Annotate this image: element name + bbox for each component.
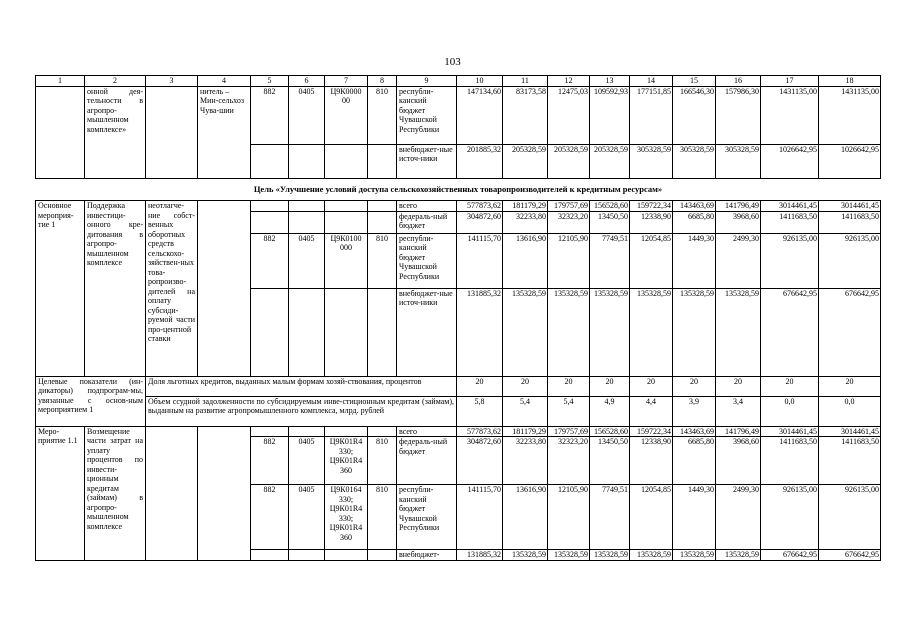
empty-code-cell: [289, 201, 325, 212]
value-cell: 156528,60: [590, 201, 630, 212]
column-header: 10: [457, 76, 503, 87]
value-cell: 926135,00: [761, 233, 819, 288]
goal-row: [36, 178, 881, 201]
funding-source: республи-канский бюджет Чувашской Республики: [397, 485, 457, 550]
column-header: 5: [251, 76, 289, 87]
value-cell: 13616,90: [503, 233, 548, 288]
value-cell: 6685,80: [673, 437, 716, 485]
indicator-value: 20: [761, 376, 819, 396]
funding-source: республи-канский бюджет Чувашской Республики: [397, 86, 457, 144]
indicator-value: 4,4: [630, 396, 673, 426]
section-code: 0405: [289, 233, 325, 288]
empty-code-cell: [368, 201, 397, 212]
empty-code-cell: [368, 288, 397, 376]
value-cell: 12105,90: [548, 485, 590, 550]
value-cell: 7749,51: [590, 485, 630, 550]
value-cell: 13450,50: [590, 437, 630, 485]
column-header: 18: [819, 76, 881, 87]
value-cell: 181179,29: [503, 201, 548, 212]
value-cell: 179757,69: [548, 201, 590, 212]
page-number: 103: [444, 56, 461, 68]
value-cell: 305328,59: [673, 144, 716, 178]
column-header: 9: [397, 76, 457, 87]
indicator-value: 20: [630, 376, 673, 396]
value-cell: 143463,69: [673, 201, 716, 212]
indicator-value: 5,4: [548, 396, 590, 426]
executor: [198, 426, 251, 560]
indicator-value: 20: [457, 376, 503, 396]
value-cell: 304872,60: [457, 211, 503, 233]
value-cell: 926135,00: [761, 485, 819, 550]
empty-code-cell: [251, 144, 289, 178]
column-header: 3: [146, 76, 198, 87]
value-cell: 159722,34: [630, 426, 673, 437]
column-header: 1: [36, 76, 85, 87]
value-cell: 131885,32: [457, 550, 503, 561]
value-cell: 135328,59: [548, 550, 590, 561]
value-cell: 305328,59: [716, 144, 761, 178]
empty-code-cell: [251, 550, 289, 561]
column-header: 14: [630, 76, 673, 87]
value-cell: 177151,85: [630, 86, 673, 144]
expense-type-code: 810: [368, 485, 397, 550]
column-header: 8: [368, 76, 397, 87]
value-cell: 131885,32: [457, 288, 503, 376]
goal-title: Цель «Улучшение условий доступа сельскохозяйственных товаропроизводителей к кредитным ресурсам»: [36, 178, 881, 201]
value-cell: 135328,59: [590, 288, 630, 376]
measure-status: Меро-приятие 1.1: [36, 426, 85, 560]
value-cell: 676642,95: [819, 288, 881, 376]
indicator-value: 0,0: [819, 396, 881, 426]
value-cell: 1026642,95: [819, 144, 881, 178]
value-cell: 135328,59: [630, 288, 673, 376]
value-cell: 3014461,45: [819, 426, 881, 437]
value-cell: 179757,69: [548, 426, 590, 437]
measure-task: неотлагче-ние собст-венных оборотных средств сельскохо-зяйствен-ных това-ропроизво-дителей на оплату субсиди-руемой части про-центной ставки: [146, 201, 198, 377]
value-cell: 135328,59: [673, 550, 716, 561]
funding-source: всего: [397, 426, 457, 437]
value-cell: 166546,30: [673, 86, 716, 144]
value-cell: 1449,30: [673, 485, 716, 550]
measure-name: Возмещение части затрат на уплату процентов по инвести-ционным кредитам (займам) в агропро-мышленном комплексе: [85, 426, 146, 560]
section-code: 0405: [289, 437, 325, 485]
value-cell: 32233,80: [503, 437, 548, 485]
value-cell: 1449,30: [673, 233, 716, 288]
funding-source: внебюджет-ные источ-ники: [397, 144, 457, 178]
target-article-code: Ц9К0000 00: [325, 86, 368, 144]
executor: нитель – Мин-сельхоз Чува-шии: [198, 86, 251, 178]
indicator-value: 20: [548, 376, 590, 396]
value-cell: 13616,90: [503, 485, 548, 550]
section-code: 0405: [289, 86, 325, 144]
indicator-value: 5,4: [503, 396, 548, 426]
value-cell: 135328,59: [716, 288, 761, 376]
value-cell: 135328,59: [590, 550, 630, 561]
value-cell: 147134,60: [457, 86, 503, 144]
indicator-value: 20: [590, 376, 630, 396]
empty-code-cell: [325, 550, 368, 561]
target-article-code: Ц9К01R4 330; Ц9К01R4 360: [325, 437, 368, 485]
value-cell: 135328,59: [503, 550, 548, 561]
column-header-row: [36, 76, 881, 87]
executor: [198, 201, 251, 377]
column-header: 4: [198, 76, 251, 87]
empty-code-cell: [368, 426, 397, 437]
value-cell: 135328,59: [503, 288, 548, 376]
budget-row: [36, 426, 881, 437]
value-cell: 201885,32: [457, 144, 503, 178]
indicator-value: 3,9: [673, 396, 716, 426]
funding-source: внебюджет-: [397, 550, 457, 561]
empty-code-cell: [251, 426, 289, 437]
value-cell: 6685,80: [673, 211, 716, 233]
program-table: [35, 75, 881, 561]
funding-source: внебюджет-ные источ-ники: [397, 288, 457, 376]
column-header: 15: [673, 76, 716, 87]
measure-status: Основное мероприя-тие 1: [36, 201, 85, 377]
empty-code-cell: [325, 426, 368, 437]
empty-code-cell: [325, 201, 368, 212]
value-cell: 156528,60: [590, 426, 630, 437]
indicator-value: 0,0: [761, 396, 819, 426]
expense-type-code: 810: [368, 437, 397, 485]
value-cell: 12105,90: [548, 233, 590, 288]
value-cell: 2499,30: [716, 233, 761, 288]
budget-row: [36, 86, 881, 144]
value-cell: 304872,60: [457, 437, 503, 485]
empty-code-cell: [368, 211, 397, 233]
value-cell: 32323,20: [548, 211, 590, 233]
empty-code-cell: [289, 426, 325, 437]
measure-name: Поддержка инвестици-онного кре-дитования в агропро-мышленном комплексе: [85, 201, 146, 377]
empty-code-cell: [251, 211, 289, 233]
indicator-value: 20: [819, 376, 881, 396]
column-header: 7: [325, 76, 368, 87]
value-cell: 205328,59: [503, 144, 548, 178]
value-cell: 926135,00: [819, 485, 881, 550]
indicator-value: 5,8: [457, 396, 503, 426]
empty-code-cell: [251, 288, 289, 376]
column-header: 2: [85, 76, 146, 87]
indicator-text: Объем ссудной задолженности по субсидируемым инве-стиционным кредитам (займам), выданным на развитие агропромышленного комплекса, млрд. рублей: [146, 396, 457, 426]
value-cell: 83173,58: [503, 86, 548, 144]
value-cell: 1431135,00: [819, 86, 881, 144]
value-cell: 1411683,50: [819, 437, 881, 485]
indicator-row: [36, 376, 881, 396]
value-cell: 3014461,45: [761, 426, 819, 437]
value-cell: 577873,62: [457, 426, 503, 437]
grbs-code: 882: [251, 485, 289, 550]
value-cell: 135328,59: [673, 288, 716, 376]
empty-code-cell: [289, 144, 325, 178]
value-cell: 7749,51: [590, 233, 630, 288]
indicator-value: 3,4: [716, 396, 761, 426]
value-cell: 135328,59: [716, 550, 761, 561]
value-cell: 3014461,45: [761, 201, 819, 212]
value-cell: 1026642,95: [761, 144, 819, 178]
value-cell: 305328,59: [630, 144, 673, 178]
indicator-value: 20: [716, 376, 761, 396]
value-cell: 135328,59: [548, 288, 590, 376]
funding-source: федераль-ный бюджет: [397, 211, 457, 233]
funding-source: всего: [397, 201, 457, 212]
empty-code-cell: [325, 144, 368, 178]
value-cell: 181179,29: [503, 426, 548, 437]
expense-type-code: 810: [368, 86, 397, 144]
value-cell: 3968,60: [716, 437, 761, 485]
empty-code-cell: [289, 211, 325, 233]
indicator-value: 4,9: [590, 396, 630, 426]
funding-source: республи-канский бюджет Чувашской Республики: [397, 233, 457, 288]
empty-code-cell: [289, 288, 325, 376]
column-header: 12: [548, 76, 590, 87]
empty-code-cell: [289, 550, 325, 561]
empty-code-cell: [251, 201, 289, 212]
value-cell: 159722,34: [630, 201, 673, 212]
budget-row: [36, 201, 881, 212]
value-cell: 12338,90: [630, 211, 673, 233]
task-cell: [146, 86, 198, 178]
value-cell: 1411683,50: [761, 211, 819, 233]
empty-code-cell: [368, 550, 397, 561]
value-cell: 12338,90: [630, 437, 673, 485]
indicator-value: 20: [673, 376, 716, 396]
value-cell: 143463,69: [673, 426, 716, 437]
value-cell: 3968,60: [716, 211, 761, 233]
value-cell: 12054,85: [630, 485, 673, 550]
column-header: 17: [761, 76, 819, 87]
value-cell: 205328,59: [548, 144, 590, 178]
section-code: 0405: [289, 485, 325, 550]
value-cell: 1431135,00: [761, 86, 819, 144]
value-cell: 157986,30: [716, 86, 761, 144]
indicator-text: Доля льготных кредитов, выданных малым формам хозяй-ствования, процентов: [146, 376, 457, 396]
measure-task: [146, 426, 198, 560]
empty-code-cell: [368, 144, 397, 178]
value-cell: 205328,59: [590, 144, 630, 178]
expense-type-code: 810: [368, 233, 397, 288]
value-cell: 2499,30: [716, 485, 761, 550]
value-cell: 676642,95: [761, 288, 819, 376]
value-cell: 135328,59: [630, 550, 673, 561]
target-article-code: Ц9К0100 000: [325, 233, 368, 288]
column-header: 13: [590, 76, 630, 87]
value-cell: 926135,00: [819, 233, 881, 288]
value-cell: 141796,49: [716, 426, 761, 437]
program-name: онной дея-тельности в агропро-мышленном комплексе»: [85, 86, 146, 178]
column-header: 6: [289, 76, 325, 87]
value-cell: 141115,70: [457, 485, 503, 550]
value-cell: 577873,62: [457, 201, 503, 212]
column-header: 16: [716, 76, 761, 87]
value-cell: 109592,93: [590, 86, 630, 144]
funding-source: федераль-ный бюджет: [397, 437, 457, 485]
value-cell: 13450,50: [590, 211, 630, 233]
value-cell: 3014461,45: [819, 201, 881, 212]
indicator-label: Целевые показатели (ин-дикаторы) подпрограм-мы, увязанные с основ-ным мероприятием 1: [36, 376, 146, 426]
grbs-code: 882: [251, 86, 289, 144]
empty-code-cell: [325, 211, 368, 233]
value-cell: 676642,95: [761, 550, 819, 561]
value-cell: 32233,80: [503, 211, 548, 233]
grbs-code: 882: [251, 437, 289, 485]
indicator-row: [36, 396, 881, 426]
value-cell: 1411683,50: [819, 211, 881, 233]
empty-code-cell: [325, 288, 368, 376]
value-cell: 12475,03: [548, 86, 590, 144]
value-cell: 32323,20: [548, 437, 590, 485]
value-cell: 141796,49: [716, 201, 761, 212]
column-header: 11: [503, 76, 548, 87]
value-cell: 676642,95: [819, 550, 881, 561]
status-cell: [36, 86, 85, 178]
value-cell: 141115,70: [457, 233, 503, 288]
target-article-code: Ц9К0164 330; Ц9К01R4 330; Ц9К01R4 360: [325, 485, 368, 550]
value-cell: 12054,85: [630, 233, 673, 288]
grbs-code: 882: [251, 233, 289, 288]
value-cell: 1411683,50: [761, 437, 819, 485]
indicator-value: 20: [503, 376, 548, 396]
